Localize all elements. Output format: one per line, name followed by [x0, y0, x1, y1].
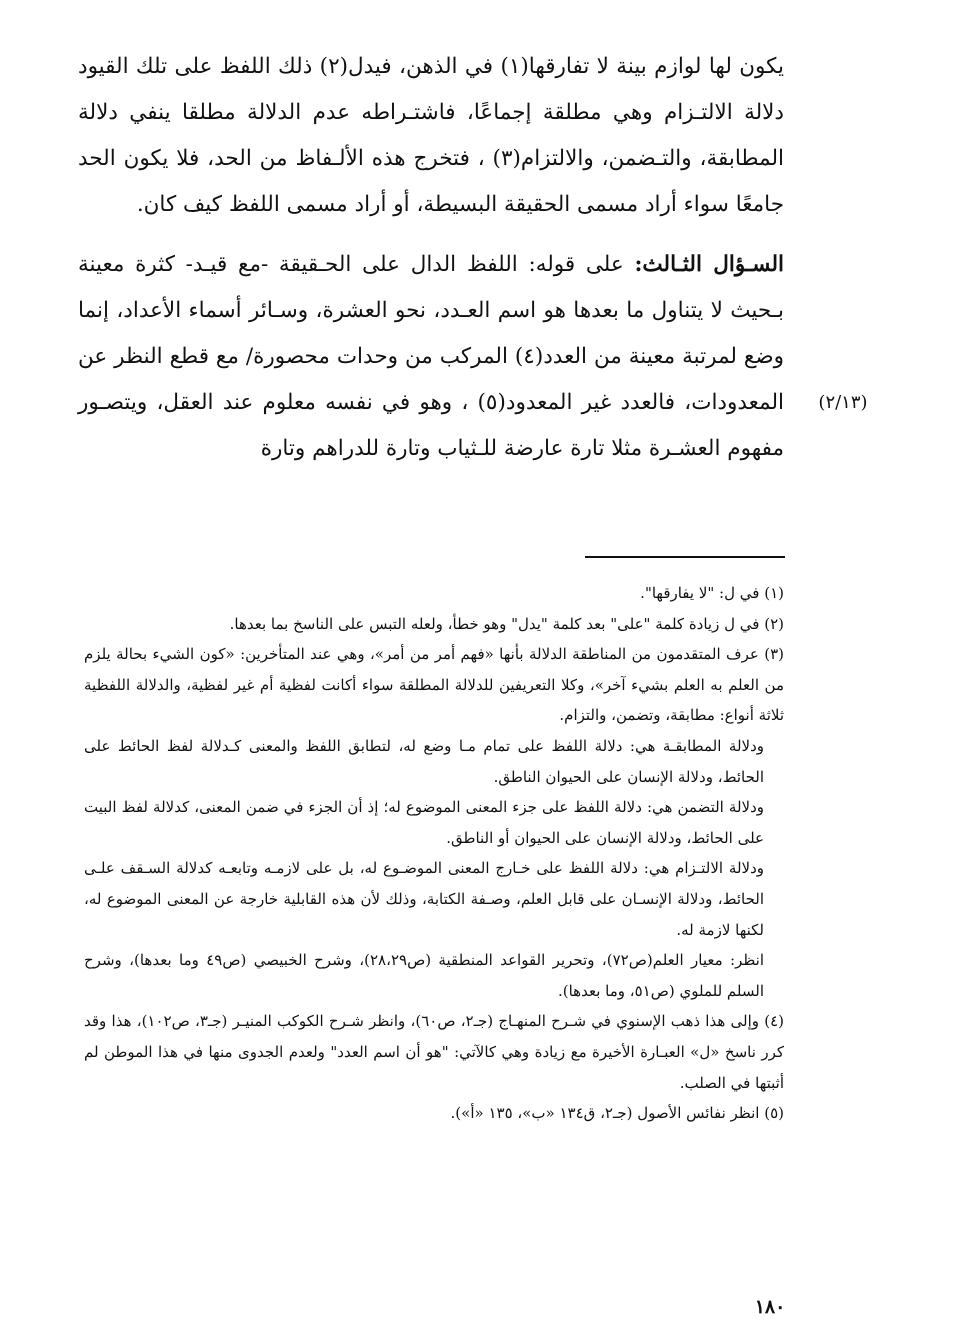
footnote-3-references: انظر: معيار العلم(ص٧٢)، وتحرير القواعد المنطقية (ص٢٨،٢٩)، وشرح الخبيصي (ص٤٩ وما بعدها)، وشرح السلم للملوي (ص٥١، وما بعدها).: [84, 951, 764, 1000]
footnote-4: (٤) وإلى هذا ذهب الإسنوي في شـرح المنهـاج (جـ٢، ص٦٠)، وانظر شـرح الكوكب المنيـر (جـ٣، ص١٠٢)، هذا وقد كرر ناسخ «ل» العبـارة الأخيرة مع زيادة وهي كالآتي: "هو أن اسم العدد" ولعدم الجدوى منها في هذا الموطن لم أثبتها في الصلب.: [84, 1012, 785, 1092]
footnote-3-tadammun: ودلالة التضمن هي: دلالة اللفظ على جزء المعنى الموضوع له؛ إذ أن الجزء في ضمن المعنى، كدلالة لفظ البيت على الحائط، ودلالة الإنسان على الحيوان أو الناطق.: [84, 798, 764, 847]
footnote-separator: [585, 556, 785, 558]
footnote-3-iltizam: ودلالة الالتـزام هي: دلالة اللفظ على خـارج المعنى الموضـوع له، بل على لازمـه وتابعـه كدلالة السـقف علـى الحائط، ودلالة الإنسـان على قابل العلم، وصـفة الكتابة، وذلك لأن هذه القابلية خارجة عن المعنى الموضوع له، لكنها لازمة له.: [84, 859, 764, 939]
footnote-3-mutabaqa: ودلالة المطابقـة هي: دلالة اللفظ على تمام مـا وضع له، لتطابق اللفظ والمعنى كـدلالة لفظ الحائط على الحائط، ودلالة الإنسان على الحيوان الناطق.: [84, 736, 764, 786]
page-number: ١٨٠: [754, 1296, 786, 1318]
question-heading: السـؤال الثـالث:: [634, 252, 784, 277]
paragraph-1: يكون لها لوازم بينة لا تفارقها(١) في الذهن، فيدل(٢) ذلك اللفظ على تلك القيود دلالة الالتـزام وهي مطلقة إجماعًا، فاشتـراطه عدم الدلالة مطلقا ينفي دلالة المطابقة، والتـضمن، والالتزام(٣) ، فتخرج هذه الألـفاظ من الحد، فلا يكون الحد جامعًا سواء أراد مسمى الحقيقة البسيطة، أو أراد مسمى اللفظ كيف كان.: [78, 54, 785, 217]
footnote-5: (٥) انظر نفائس الأصول (جـ٢، ق١٣٤ «ب»، ١٣٥ «أ»).: [450, 1104, 784, 1123]
footnote-3: (٣) عرف المتقدمون من المناطقة الدلالة بأنها «فهم أمر من أمر»، وهي عند المتأخرين: «كون الشيء بحالة يلزم من العلم به العلم بشيء آخر»، وكلا التعريفين للدلالة المطلقة سواء أكانت لفظية أم غير لفظية، والدلالة اللفظية ثلاثة أنواع: مطابقة، وتضمن، والتزام.: [84, 645, 784, 725]
paragraph-2: [78, 242, 784, 472]
manuscript-folio-marker: (٢/١٣): [818, 392, 868, 413]
paragraph-2-text: على قوله: اللفظ الدال على الحـقيقة -مع قيـد- كثرة معينة بـحيث لا يتناول ما بعدها هو اسم العـدد، نحو العشرة، وسـائر أسماء الأعداد، إنما وضع لمرتبة معينة من العدد(٤) المركب من وحدات محصورة/ مع قطع النظر عن المعدودات، فالعدد غير المعدود(٥) ، وهو في نفسه معلوم عند العقل، ويتصـور مفهوم العشـرة مثلا تارة عارضة للـثياب وتارة للدراهم وتارة: [78, 252, 784, 461]
footnote-2: (٢) في ل زيادة كلمة "على" بعد كلمة "يدل" وهو خطأ، ولعله التبس على الناسخ بما بعدها.: [229, 614, 784, 633]
footnotes: [84, 578, 784, 1129]
footnote-1: (١) في ل: "لا يفارقها".: [640, 584, 784, 602]
main-text: [78, 44, 784, 472]
